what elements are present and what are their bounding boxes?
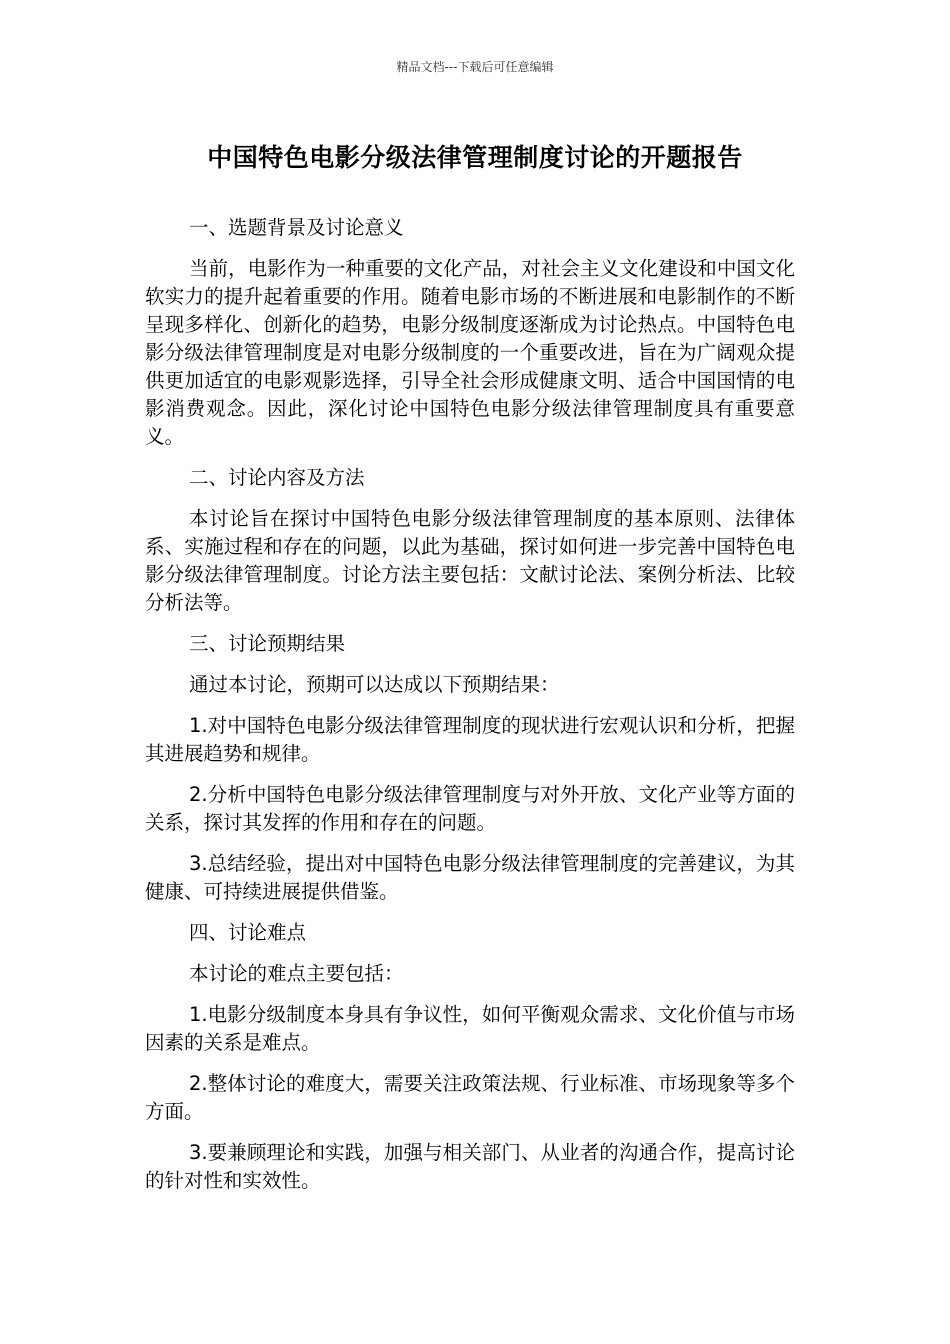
paragraph: 本讨论的难点主要包括： <box>189 962 404 985</box>
section-heading-1: 一、选题背景及讨论意义 <box>189 216 404 239</box>
section-heading-4: 四、讨论难点 <box>189 921 307 944</box>
section-heading-2: 二、讨论内容及方法 <box>189 466 365 489</box>
list-item: 1.电影分级制度本身具有争议性，如何平衡观众需求、文化价值与市场因素的关系是难点。 <box>145 1003 795 1054</box>
header-note: 精品文档---下载后可任意编辑 <box>396 60 554 74</box>
paragraph: 当前，电影作为一种重要的文化产品，对社会主义文化建设和中国文化软实力的提升起着重要的作用。随着电影市场的不断进展和电影制作的不断呈现多样化、创新化的趋势，电影分级制度逐渐成为讨论热点。中国特色电影分级法律管理制度是对电影分级制度的一个重要改进，旨在为广阔观众提供更加适宜的电影观影选择，引导全社会形成健康文明、适合中国国情的电影消费观念。因此，深化讨论中国特色电影分级法律管理制度具有重要意义。 <box>145 257 795 448</box>
list-item: 2.分析中国特色电影分级法律管理制度与对外开放、文化产业等方面的关系，探讨其发挥的作用和存在的问题。 <box>145 783 795 834</box>
document-body <box>145 214 795 1208</box>
list-item: 2.整体讨论的难度大，需要关注政策法规、行业标准、市场现象等多个方面。 <box>145 1072 795 1123</box>
paragraph: 通过本讨论，预期可以达成以下预期结果： <box>189 673 560 696</box>
list-item: 1.对中国特色电影分级法律管理制度的现状进行宏观认识和分析，把握其进展趋势和规律。 <box>145 714 795 765</box>
section-heading-3: 三、讨论预期结果 <box>189 632 346 655</box>
document-title: 中国特色电影分级法律管理制度讨论的开题报告 <box>207 143 743 172</box>
paragraph: 本讨论旨在探讨中国特色电影分级法律管理制度的基本原则、法律体系、实施过程和存在的问题，以此为基础，探讨如何进一步完善中国特色电影分级法律管理制度。讨论方法主要包括：文献讨论法、案例分析法、比较分析法等。 <box>145 507 795 614</box>
list-item: 3.总结经验，提出对中国特色电影分级法律管理制度的完善建议，为其健康、可持续进展提供借鉴。 <box>145 852 795 903</box>
list-item: 3.要兼顾理论和实践，加强与相关部门、从业者的沟通合作，提高讨论的针对性和实效性。 <box>145 1141 795 1192</box>
